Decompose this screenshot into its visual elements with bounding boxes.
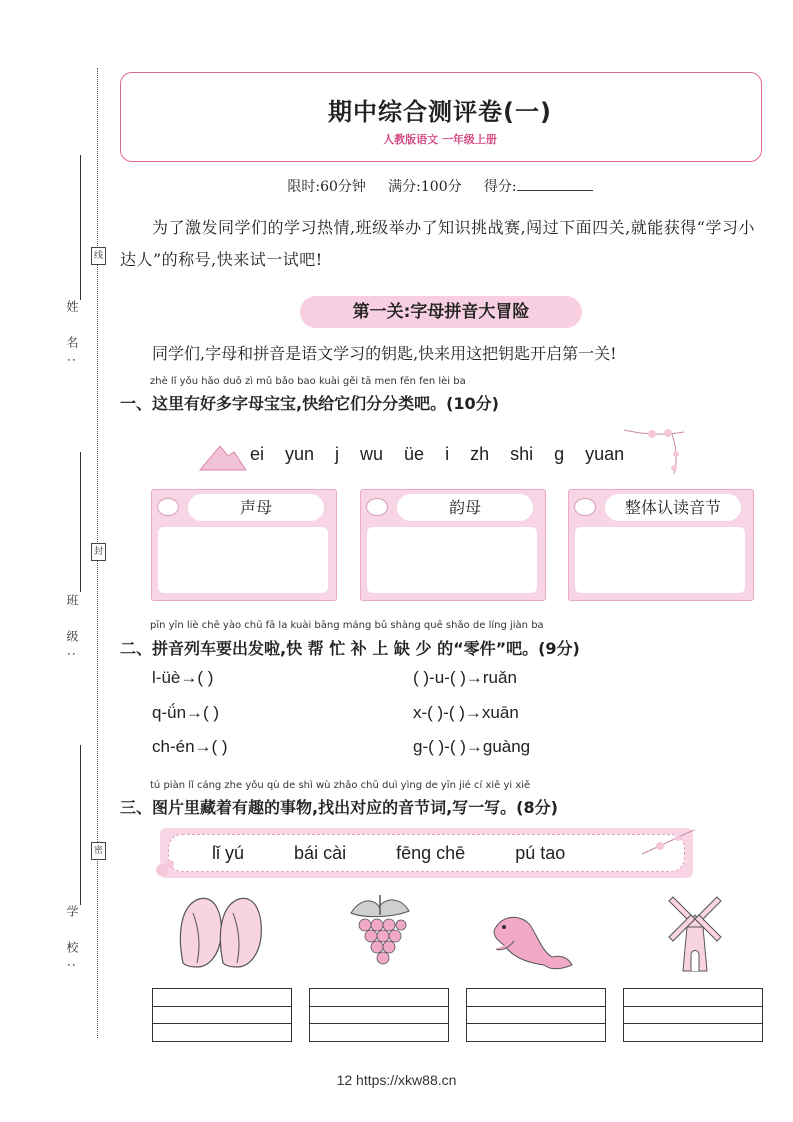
exam-meta	[120, 176, 760, 196]
name-underline	[80, 155, 81, 300]
level1-banner: 第一关:字母拼音大冒险	[300, 296, 582, 328]
train-row-2-right: x-( )-( )→xuān	[413, 703, 519, 722]
train-row-1-right: ( )-u-( )→ruǎn	[413, 668, 517, 687]
school-underline	[80, 745, 81, 905]
blossom-icon	[640, 826, 696, 858]
answer-area[interactable]	[367, 527, 537, 593]
seal-mi: 密	[91, 842, 106, 860]
train-row-3-left: ch-én→( )	[152, 737, 228, 756]
q2-pinyin: pīn yīn liè chē yào chū fā la kuài bāng máng bǔ shàng quē shǎo de líng jiàn ba	[150, 620, 544, 631]
writing-box-4[interactable]	[623, 988, 763, 1042]
time-limit: 限时:60分钟	[287, 179, 366, 195]
score-label: 得分:	[483, 179, 517, 195]
letter-list: ei yun j wu üe i zh shi g yuan	[250, 444, 625, 464]
flower-icon	[150, 852, 180, 882]
seal-feng: 封	[91, 543, 106, 561]
full-score: 满分:100分	[388, 179, 462, 195]
q1-pinyin: zhè lǐ yǒu hǎo duō zì mǔ bǎo bao kuài gěi tā men fēn fen lèi ba	[150, 376, 466, 387]
word-list	[212, 843, 565, 864]
score-blank[interactable]	[517, 178, 593, 191]
category-box-yunmu	[360, 489, 546, 601]
windmill-icon	[665, 893, 725, 973]
q2-heading: 二、拼音列车要出发啦,快 帮 忙 补 上 缺 少 的“零件”吧。(9分)	[120, 639, 580, 658]
answer-area[interactable]	[158, 527, 328, 593]
page-title: 期中综合测评卷(一)	[328, 98, 552, 126]
level1-text: 同学们,字母和拼音是语文学习的钥匙,快来用这把钥匙开启第一关!	[152, 344, 617, 363]
mountain-icon	[198, 442, 248, 472]
word-item: lǐ yú	[212, 843, 245, 863]
page-footer: 12 https://xkw88.cn	[336, 1072, 457, 1088]
word-item: pú tao	[515, 843, 566, 863]
train-row-2-left: q-ǘn→( )	[152, 703, 220, 722]
seal-xian: 线	[91, 247, 106, 265]
word-item: bái cài	[294, 843, 347, 863]
writing-box-3[interactable]	[466, 988, 606, 1042]
cat-icon	[574, 498, 596, 516]
category-title: 整体认读音节	[605, 494, 741, 521]
blossom-branch-icon	[622, 424, 688, 476]
category-title: 韵母	[397, 494, 533, 521]
page-subtitle: 人教版语文 一年级上册	[383, 133, 497, 146]
category-title: 声母	[188, 494, 324, 521]
cabbage-icon	[175, 893, 275, 973]
train-row-1-left: l-üè→( )	[152, 668, 214, 687]
cat-icon	[366, 498, 388, 516]
answer-area[interactable]	[575, 527, 745, 593]
class-underline	[80, 452, 81, 592]
q1-heading: 一、这里有好多字母宝宝,快给它们分分类吧。(10分)	[120, 394, 499, 413]
intro-paragraph: 为了激发同学们的学习热情,班级举办了知识挑战赛,闯过下面四关,就能获得“学习小达人”的称号,快来试一试吧!	[120, 218, 755, 269]
class-label: 班 级:	[65, 594, 79, 666]
category-box-zhengti	[568, 489, 754, 601]
word-item: fēng chē	[396, 843, 466, 863]
writing-box-1[interactable]	[152, 988, 292, 1042]
q3-heading: 三、图片里藏着有趣的事物,找出对应的音节词,写一写。(8分)	[120, 798, 558, 817]
writing-box-2[interactable]	[309, 988, 449, 1042]
grapes-icon	[345, 893, 415, 973]
fish-icon	[490, 905, 576, 975]
train-row-3-right: g-( )-( )→guàng	[413, 737, 531, 756]
category-box-shengmu	[151, 489, 337, 601]
q3-pinyin: tú piàn lǐ cáng zhe yǒu qù de shì wù zhǎo chū duì yìng de yīn jié cí xiě yi xiě	[150, 780, 531, 791]
school-label: 学 校:	[65, 905, 79, 977]
cat-icon	[157, 498, 179, 516]
name-label: 姓 名:	[65, 300, 79, 372]
